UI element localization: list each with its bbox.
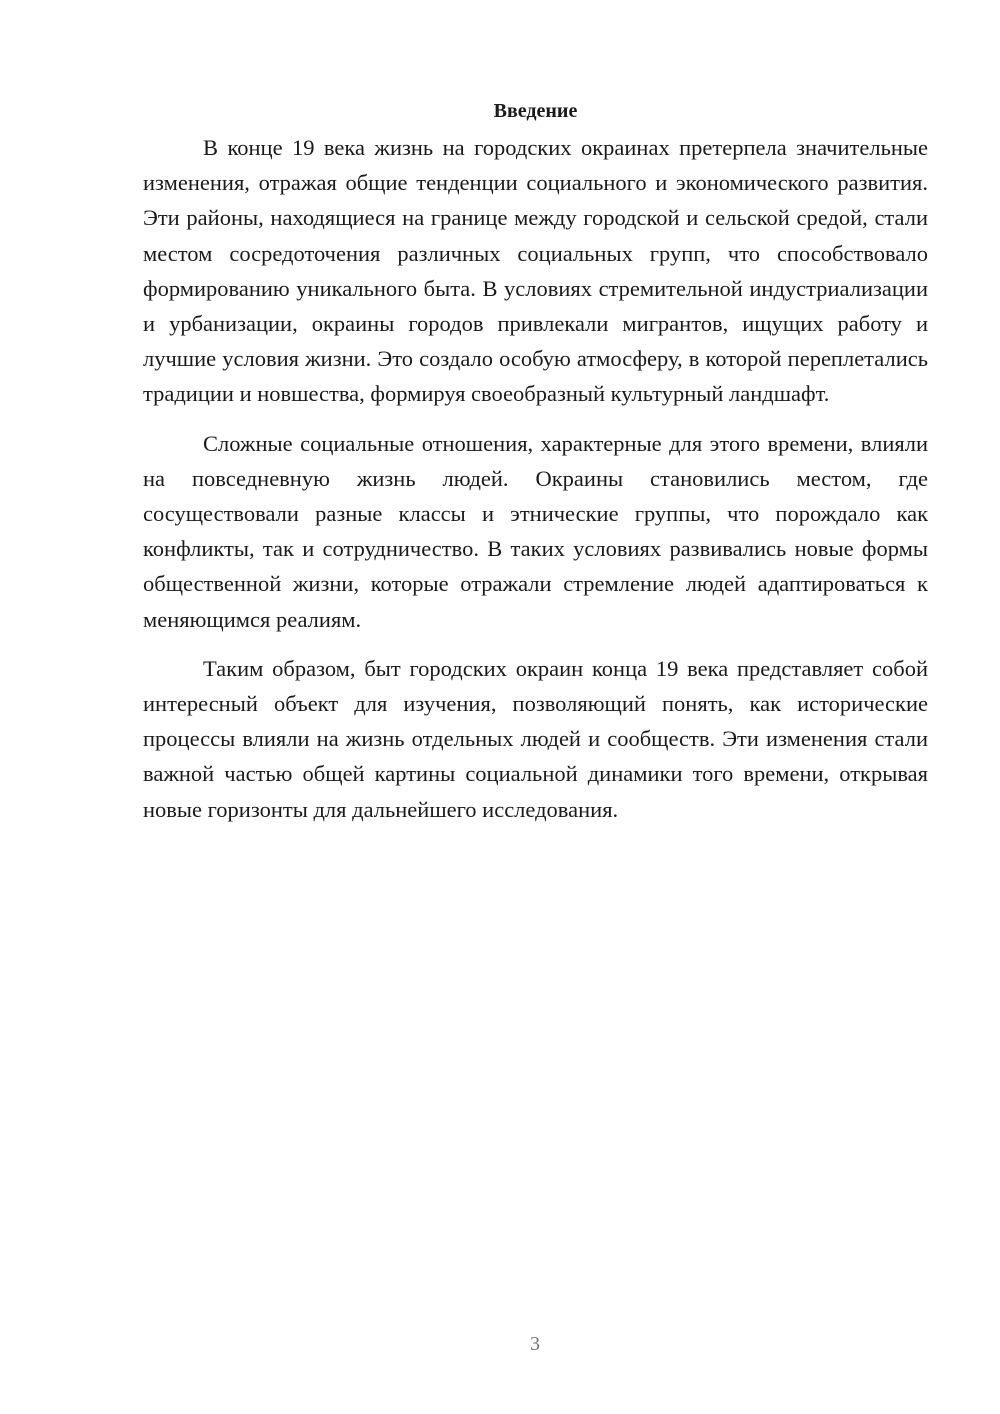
paragraph-2: Сложные социальные отношения, характерные для этого времени, влияли на повседневную жизнь людей. Окраины становились местом, где сосуществовали разные классы и этнические группы, что порождало как конфликты, так и сотрудничество. В таких условиях развивались новые формы общественной жизни, которые отражали стремление людей адаптироваться к меняющимся реалиям. [143, 430, 928, 632]
paragraph-1: В конце 19 века жизнь на городских окраинах претерпела значительные изменения, отражая общие тенденции социального и экономического развития. Эти районы, находящиеся на границе между городской и сельской средой, стали местом сосредоточения различных социальных групп, что способствовало формированию уникального быта. В условиях стремительной индустриализации и урбанизации, окраины городов привлекали мигрантов, ищущих работу и лучшие условия жизни. Это создало особую атмосферу, в которой переплетались традиции и новшества, формируя своеобразный культурный ландшафт. [143, 135, 928, 407]
page-content [143, 96, 928, 841]
page-title: Введение [493, 100, 578, 122]
paragraph-3: Таким образом, быт городских окраин конца 19 века представляет собой интересный объект для изучения, позволяющий понять, как исторические процессы влияли на жизнь отдельных людей и сообществ. Эти изменения стали важной частью общей картины социальной динамики того времени, открывая новые горизонты для дальнейшего исследования. [143, 655, 928, 822]
page-number: 3 [530, 1333, 540, 1355]
